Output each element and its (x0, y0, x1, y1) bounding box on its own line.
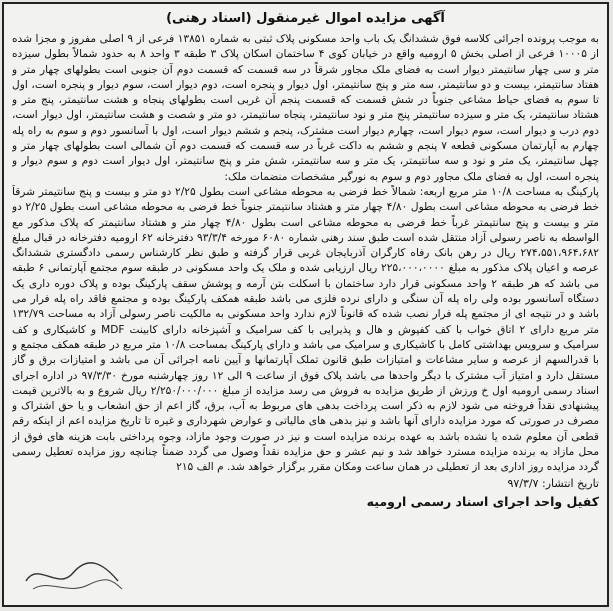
notice-paragraph-details: پارکینگ به مساحت ۱۰/۸ متر مربع اربعه: شمالاً خط فرضی به محوطه مشاعی است بطول ۲/۲۵ دو متر و بیست و پنج سانتیمتر شرقاً خط فرضی به محوطه مشاعی است بطول ۴/۸۰ چهار متر و هشتاد سانتیمتر جنوباً خط فرضی به محوطه مشاعی است بطول ۲/۲۵ دو متر و بیست و پنج سانتیمتر غرباً خط فرضی به محوطه مشاعی است بطول ۴/۸۰ چهار متر و هشتاد سانتیمتر که پلاک مذکور مع الواسطه به ناصر رسولی آزاد منتقل شده است طبق سند رهنی شماره ۶۰۸۰ مورخه ۹۳/۳/۴ دفترخانه ۶۲ ارومیه دفترخانه در قبال مبلغ ۲۷۴،۵۵۱،۹۶۴،۶۸۲ ریال در رهن بانک رفاه کارگران آذربایجان غربی قرار گرفته و طبق نظر کارشناس رسمی دادگستری ششدانگ عرصه و اعیان پلاک مذکور به مبلغ ۲۲۵،۰۰۰،۰۰۰۰ ریال ارزیابی شده و ملک یک واحد مسکونی در طبقه سوم مجتمع آپارتمانی ۶ طبقه می باشد که هر طبقه ۲ واحد مسکونی قرار دارد ساختمان با اسکلت بتن آرمه و پوشش سقف پارکینگ بوده و پلاک دوره داری یک دستگاه آسانسور بوده ولی راه پله آن سنگی و دارای نرده فلزی می باشد طبقه همکف پارکینگ بوده و مجتمع فاقد راه پله فرار می باشد و در نتیجه ای از مجتمع پله فرار نصب شده که قانوناً لازم ندارد واحد مسکونی به مالکیت ناصر رسولی آزاد به مساحت ۱۳۲/۷۹ متر مربع دارای ۲ اتاق خواب با کف کفپوش و هال و پذیرایی با کف سرامیک و آشپزخانه دارای کابینت MDF و کاشیکاری و کف سرامیک و سرویس بهداشتی کامل با کاشیکاری و سرامیک می باشد و دارای پارکینگ بمساحت ۱۰/۸ متر مربع در طبقه همکف مجتمع و با قدرالسهم از عرصه و سایر مشاعات و امتیازات طبق قانون تملک آپارتمانها و آیین نامه اجرائی آن می باشد و امتیازات برق و گاز مستقل دارد و امتیاز آب مشترک با دیگر واحدها می باشد پلاک فوق از ساعت ۹ الی ۱۲ روز چهارشنبه مورخ ۹۷/۳/۳۰ در اداره اجرای اسناد رسمی ارومیه اول خ ورزش از طریق مزایده به فروش می رسد مزایده از مبلغ ۲/۲۵۰/۰۰۰/۰۰۰ ریال شروع و به بالاترین قیمت پیشنهادی نقداً فروخته می شود لازم به ذکر است پرداخت بدهی های مربوط به آب، برق، گاز اعم از حق انشعاب و یا حق اشتراک و مصرف در صورتی که مورد مزایده دارای آنها باشد و نیز بدهی های مالیاتی و عوارض شهرداری و غیره تا تاریخ مزایده اعم از اینکه رقم قطعی آن معلوم شده یا نشده باشد به عهده برنده مزایده است و نیز در صورت وجود مازاد، وجوه پرداختی بابت هزینه های فوق از محل مازاد به برنده مزایده مسترد خواهد شد و نیم عشر و حق مزایده نقداً وصول می گردد ضمناً چنانچه روز مزایده تعطیل رسمی گردد مزایده روز اداری بعد از تعطیلی در همان ساعت ومکان مقرر برگزار خواهد شد. م الف ۲۱۵ (12, 185, 599, 474)
notice-paragraph-property: به موجب پرونده اجرائی کلاسه فوق ششدانگ یک باب واحد مسکونی پلاک ثبتی به شماره ۱۳۸۵۱ فرعی از ۹ اصلی مفروز و مجزا شده از ۱۰۰۰۵ فرعی از اصلی بخش ۵ ارومیه واقع در خیابان کوی ۴ ساختمان اسکان پلاک ۳ طبقه ۳ واحد ۸ به حدود شمالاً بطول سیزده متر و سی چهار سانتیمتر دیوار است به فضای ملک مجاور شرقاً در سه قسمت که قسمت دوم آن جنوبی است بطولهای چهار متر و هفتاد سانتیمتر، بیست و دو سانتیمتر، سه متر و پنج سانتیمتر، اول دیوار و پنجره است، دوم دیوار است، سوم دیوار و پنجره است، اول تا سوم به فضای حیاط مشاعی جنوباً در شش قسمت که قسمت پنجم آن غربی است بطولهای پنجاه و هشت سانتیمتر، پنج متر و هشتاد سانتیمتر، یک متر و سیزده سانتیمتر پنج متر و نود سانتیمتر، پنجاه سانتیمتر، دو متر و شصت و هشت سانتیمتر، اول دیوار است، دوم درب و دیوار است، سوم دیوار است، چهارم دیوار است مشترک، پنجم و ششم دیوار است، اول با آسانسور دوم و سوم به راه پله چهارم به آپارتمان مسکونی قطعه ۷ پنجم و ششم به داکت غرباً در سه قسمت که قسمت دوم آن شمالی است بطولهای چهار متر و چهل سانتیمتر، یک متر و نود و سه سانتیمتر، یک متر و سه سانتیمتر، شش متر و پنج سانتیمتر، اول دیوار است دوم و سوم دیوار و پنجره است، اول به فضای ملک مجاور دوم و سوم به نورگیر مشخصات منضمات ملک: (12, 33, 599, 183)
stamp-icon (18, 551, 128, 597)
notice-title: آگهی مزایده اموال غیرمنقول (اسناد رهنی) (166, 11, 445, 26)
publish-date: ۹۷/۳/۷ (507, 476, 539, 490)
signature-line: کفیل واحد اجرای اسناد رسمی ارومیه (366, 493, 599, 509)
publish-date-line (12, 476, 599, 491)
publish-date-label: تاریخ انتشار: (541, 476, 599, 490)
auction-notice (2, 2, 609, 607)
